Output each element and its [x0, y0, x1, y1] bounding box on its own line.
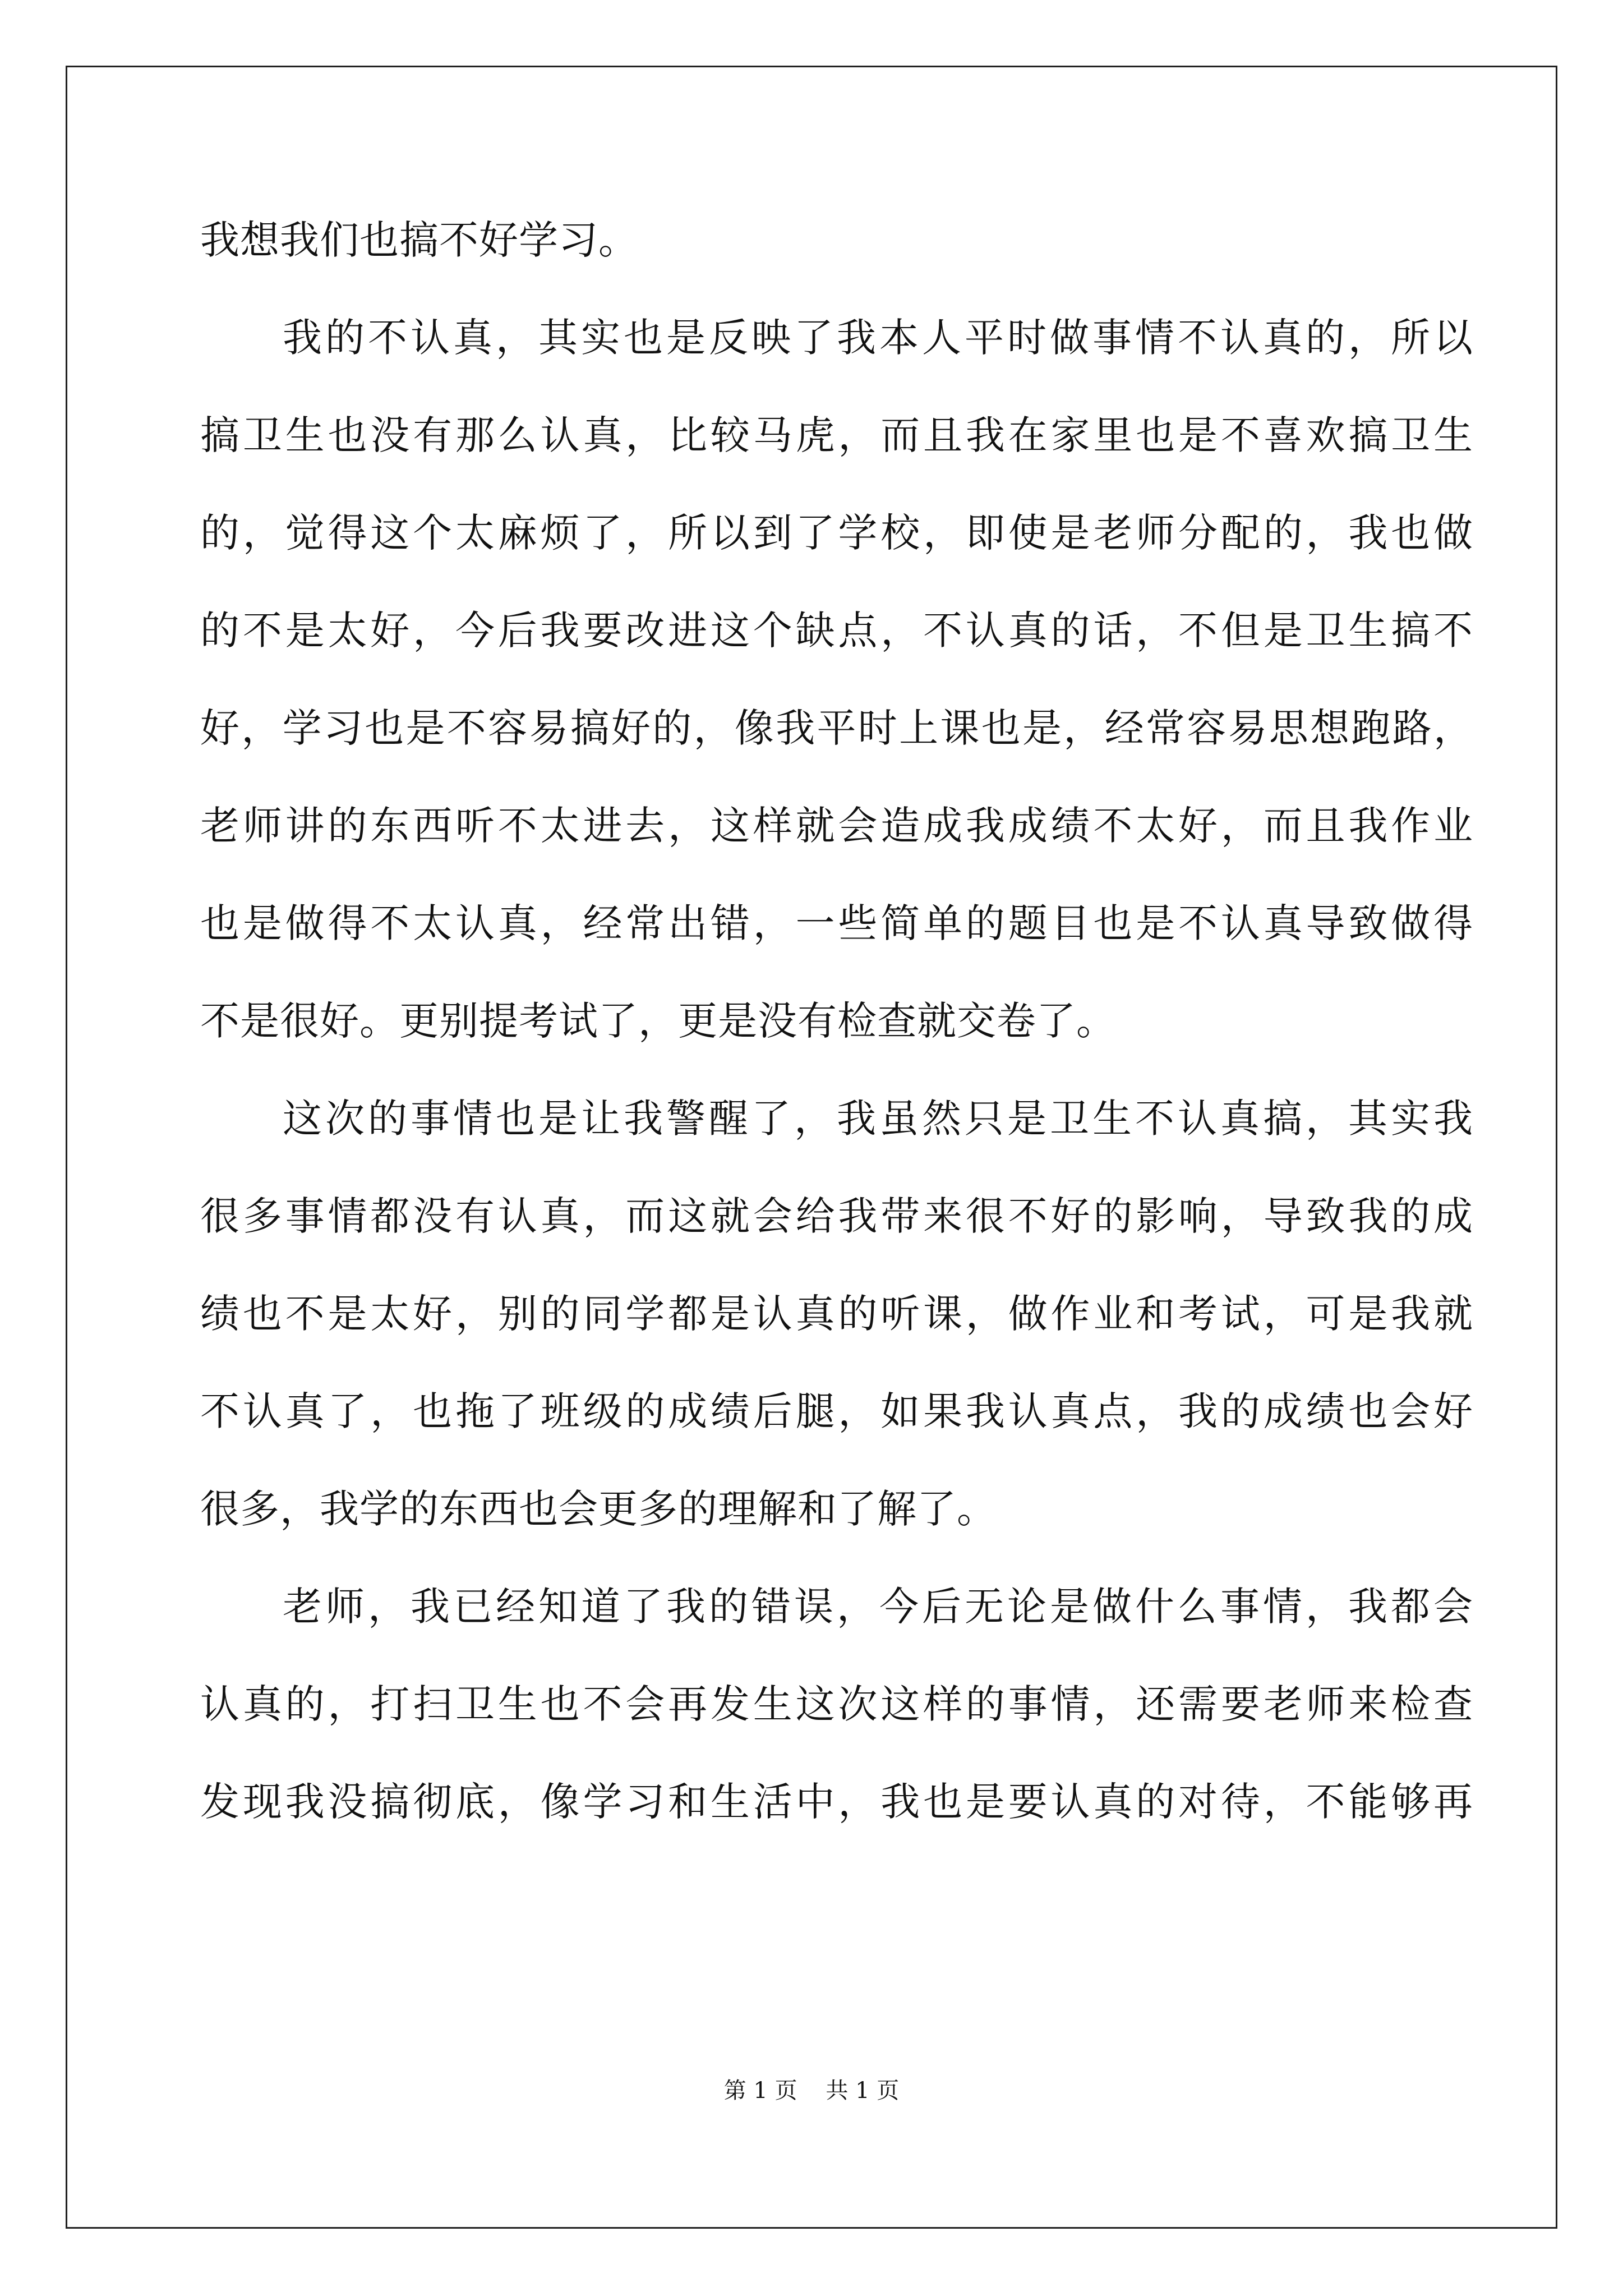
page-border [66, 66, 1557, 2229]
text-line: 的不是太好，今后我要改进这个缺点，不认真的话，不但是卫生搞不 [200, 608, 1473, 654]
text-line: 的，觉得这个太麻烦了，所以到了学校，即使是老师分配的，我也做 [200, 510, 1473, 556]
text-line: 搞卫生也没有那么认真，比较马虎，而且我在家里也是不喜欢搞卫生 [200, 412, 1473, 458]
text-line: 也是做得不太认真，经常出错，一些简单的题目也是不认真导致做得 [200, 900, 1473, 946]
text-line: 发现我没搞彻底，像学习和生活中，我也是要认真的对待，不能够再 [200, 1779, 1473, 1825]
text-line: 不认真了，也拖了班级的成绩后腿，如果我认真点，我的成绩也会好 [200, 1388, 1473, 1434]
text-line: 认真的，打扫卫生也不会再发生这次这样的事情，还需要老师来检查 [200, 1681, 1473, 1727]
text-line: 很多事情都没有认真，而这就会给我带来很不好的影响，导致我的成 [200, 1193, 1473, 1239]
paragraph-start-line: 这次的事情也是让我警醒了，我虽然只是卫生不认真搞，其实我 [283, 1096, 1473, 1142]
text-line: 绩也不是太好，别的同学都是认真的听课，做作业和考试，可是我就 [200, 1291, 1473, 1337]
paragraph-start-line: 我的不认真，其实也是反映了我本人平时做事情不认真的，所以 [283, 315, 1473, 361]
text-line: 好，学习也是不容易搞好的，像我平时上课也是，经常容易思想跑路， [200, 705, 1473, 751]
text-line: 不是很好。更别提考试了，更是没有检查就交卷了。 [200, 998, 1116, 1044]
text-line: 很多，我学的东西也会更多的理解和了解了。 [200, 1486, 997, 1532]
paragraph-start-line: 老师，我已经知道了我的错误，今后无论是做什么事情，我都会 [283, 1584, 1473, 1630]
text-line: 我想我们也搞不好学习。 [200, 217, 638, 263]
page-number-footer: 第 1 页 共 1 页 [723, 2078, 900, 2104]
text-line: 老师讲的东西听不太进去，这样就会造成我成绩不太好，而且我作业 [200, 803, 1473, 849]
